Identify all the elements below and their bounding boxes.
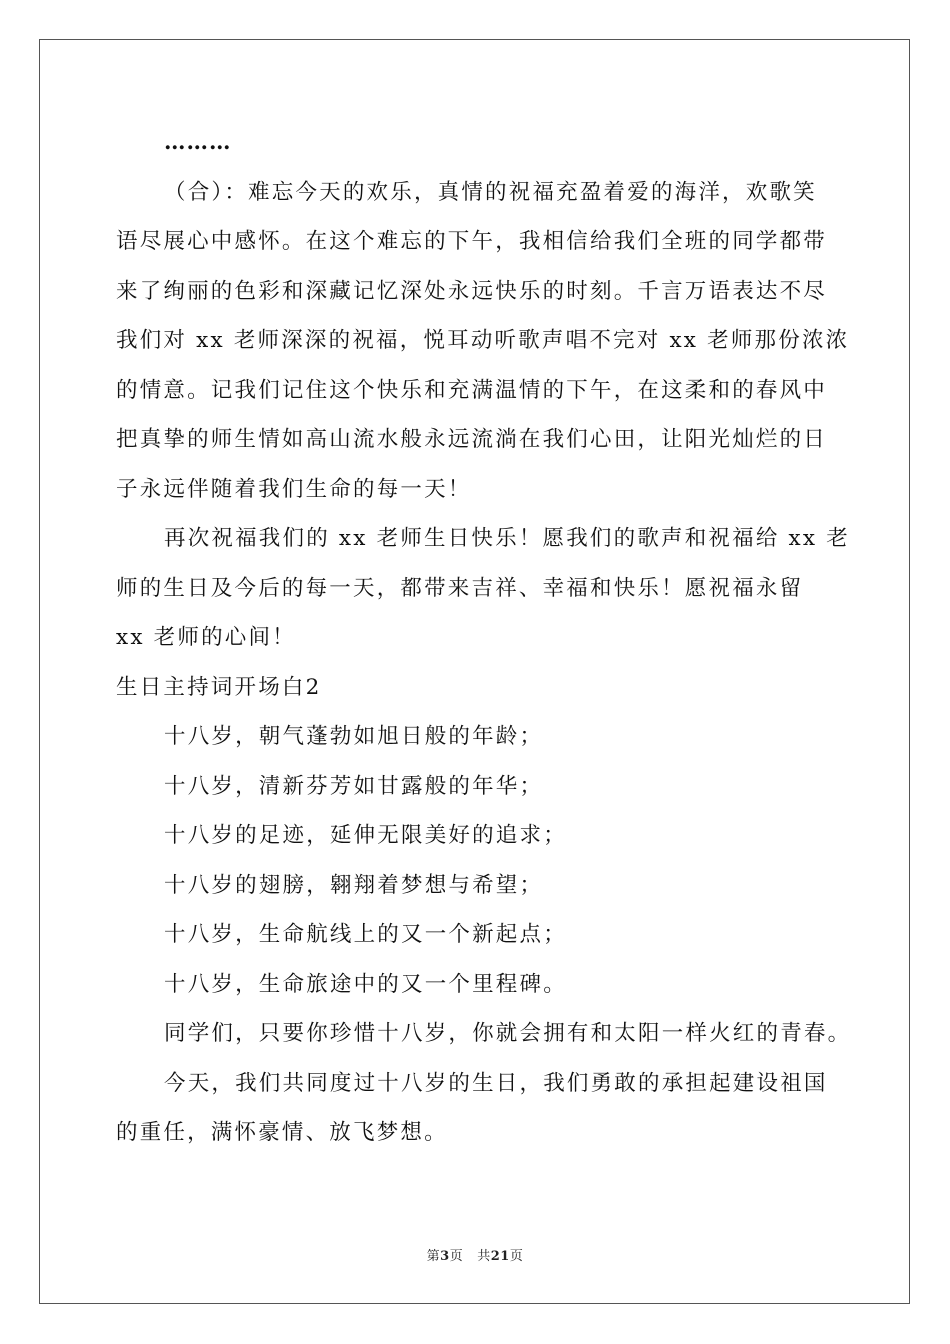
paragraph-line: 十八岁，生命旅途中的又一个里程碑。 [164, 971, 567, 997]
page-unit: 页 [449, 1249, 464, 1264]
paragraph-line: 十八岁，朝气蓬勃如旭日般的年龄； [164, 724, 544, 749]
total-prefix: 共 [477, 1249, 491, 1264]
page-prefix: 第 [426, 1249, 441, 1264]
total-pages: 21 [490, 1249, 510, 1264]
document-body [116, 118, 852, 1158]
paragraph-line: 十八岁，清新芬芳如甘露般的年华； [164, 773, 544, 799]
paragraph-line: 来了绚丽的色彩和深藏记忆深处永远快乐的时刻。千言万语表达不尽 [116, 278, 828, 304]
paragraph-line: 的重任，满怀豪情、放飞梦想。 [116, 1120, 448, 1145]
paragraph-line: 子永远伴随着我们生命的每一天！ [116, 476, 472, 502]
paragraph-line: 十八岁的翅膀，翱翔着梦想与希望； [164, 872, 544, 898]
paragraph-line: （合）：难忘今天的欢乐，真情的祝福充盈着爱的海洋，欢歌笑 [164, 179, 817, 205]
paragraph-line: 师的生日及今后的每一天，都带来吉祥、幸福和快乐！愿祝福永留 [116, 575, 804, 601]
paragraph-line: xx 老师的心间！ [116, 625, 296, 650]
paragraph-line: 的情意。记我们记住这个快乐和充满温情的下午，在这柔和的春风中 [116, 377, 828, 403]
paragraph-line: 十八岁，生命航线上的又一个新起点； [164, 922, 567, 947]
paragraph-line: 我们对 xx 老师深深的祝福，悦耳动听歌声唱不完对 xx 老师那份浓浓 [116, 328, 850, 353]
paragraph-line: 再次祝福我们的 xx 老师生日快乐！愿我们的歌声和祝福给 xx 老 [164, 526, 850, 551]
paragraph-line: 同学们，只要你珍惜十八岁，你就会拥有和太阳一样火红的青春。 [164, 1021, 852, 1046]
ellipsis-line: ……… [164, 130, 232, 155]
page-footer [0, 1245, 950, 1264]
paragraph-line: 十八岁的足迹，延伸无限美好的追求； [164, 823, 567, 848]
page-number: 3 [440, 1249, 450, 1264]
section-heading: 生日主持词开场白2 [116, 674, 322, 700]
paragraph-line: 今天，我们共同度过十八岁的生日，我们勇敢的承担起建设祖国 [164, 1070, 828, 1096]
total-unit: 页 [509, 1249, 524, 1264]
paragraph-line: 语尽展心中感怀。在这个难忘的下午，我相信给我们全班的同学都带 [116, 229, 828, 254]
paragraph-line: 把真挚的师生情如高山流水般永远流淌在我们心田，让阳光灿烂的日 [116, 427, 828, 452]
